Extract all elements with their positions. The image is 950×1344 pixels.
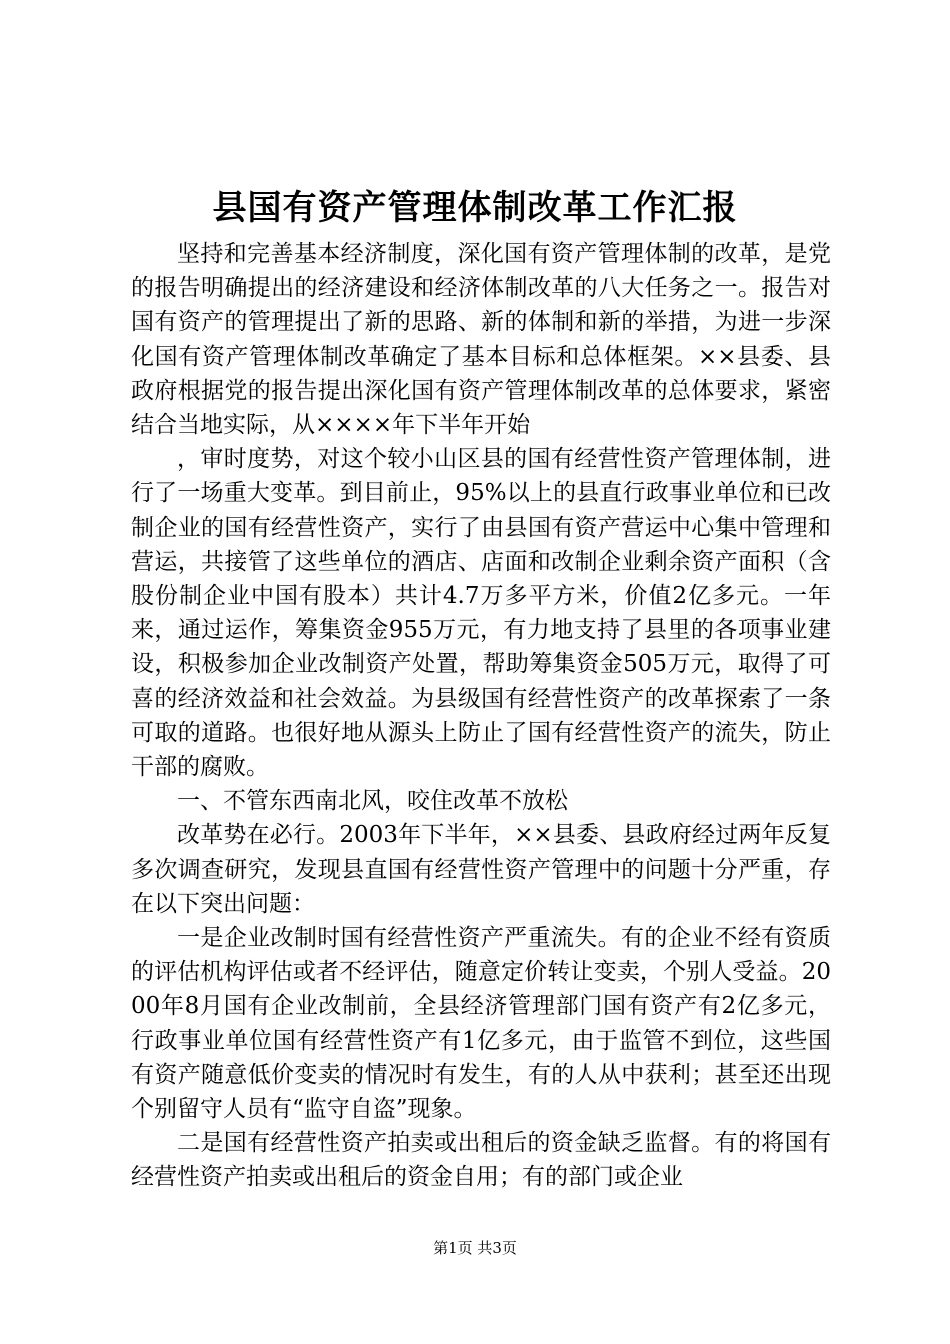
page-footer: 第1页 共3页 — [433, 1239, 517, 1257]
paragraph-problem-2: 二是国有经营性资产拍卖或出租后的资金缺乏监督。有的将国有经营性资产拍卖或出租后的资金自用；有的部门或企业 — [131, 1130, 831, 1191]
paragraph-intro: 坚持和完善基本经济制度，深化国有资产管理体制的改革，是党的报告明确提出的经济建设和经济体制改革的八大任务之一。报告对国有资产的管理提出了新的思路、新的体制和新的举措，为进一步深化国有资产管理体制改革确定了基本目标和总体框架。××县委、县政府根据党的报告提出深化国有资产管理体制改革的总体要求，紧密结合当地实际，从××××年下半年开始 — [131, 241, 831, 439]
document-title: 县国有资产管理体制改革工作汇报 — [212, 188, 738, 228]
paragraph-reform-necessity: 改革势在必行。2003年下半年，××县委、县政府经过两年反复多次调查研究，发现县直国有经营性资产管理中的问题十分严重，存在以下突出问题： — [131, 822, 831, 917]
paragraph-reform-results: ，审时度势，对这个较小山区县的国有经营性资产管理体制，进行了一场重大变革。到目前止，95%以上的县直行政事业单位和已改制企业的国有经营性资产，实行了由县国有资产营运中心集中管理和营运，共接管了这些单位的酒店、店面和改制企业剩余资产面积（含股份制企业中国有股本）共计4.7万多平方米，价值2亿多元。一年来，通过运作，筹集资金955万元，有力地支持了县里的各项事业建设，积极参加企业改制资产处置，帮助筹集资金505万元，取得了可喜的经济效益和社会效益。为县级国有经营性资产的改革探索了一条可取的道路。也很好地从源头上防止了国有经营性资产的流失，防止干部的腐败。 — [131, 446, 831, 781]
paragraph-problem-1: 一是企业改制时国有经营性资产严重流失。有的企业不经有资质的评估机构评估或者不经评估，随意定价转让变卖，个别人受益。2000年8月国有企业改制前，全县经济管理部门国有资产有2亿多元，行政事业单位国有经营性资产有1亿多元，由于监管不到位，这些国有资产随意低价变卖的情况时有发生，有的人从中获利；甚至还出现个别留守人员有“监守自盗”现象。 — [131, 925, 831, 1123]
section-heading-1: 一、不管东西南北风，咬住改革不放松 — [177, 788, 568, 815]
document-body — [131, 237, 831, 1195]
